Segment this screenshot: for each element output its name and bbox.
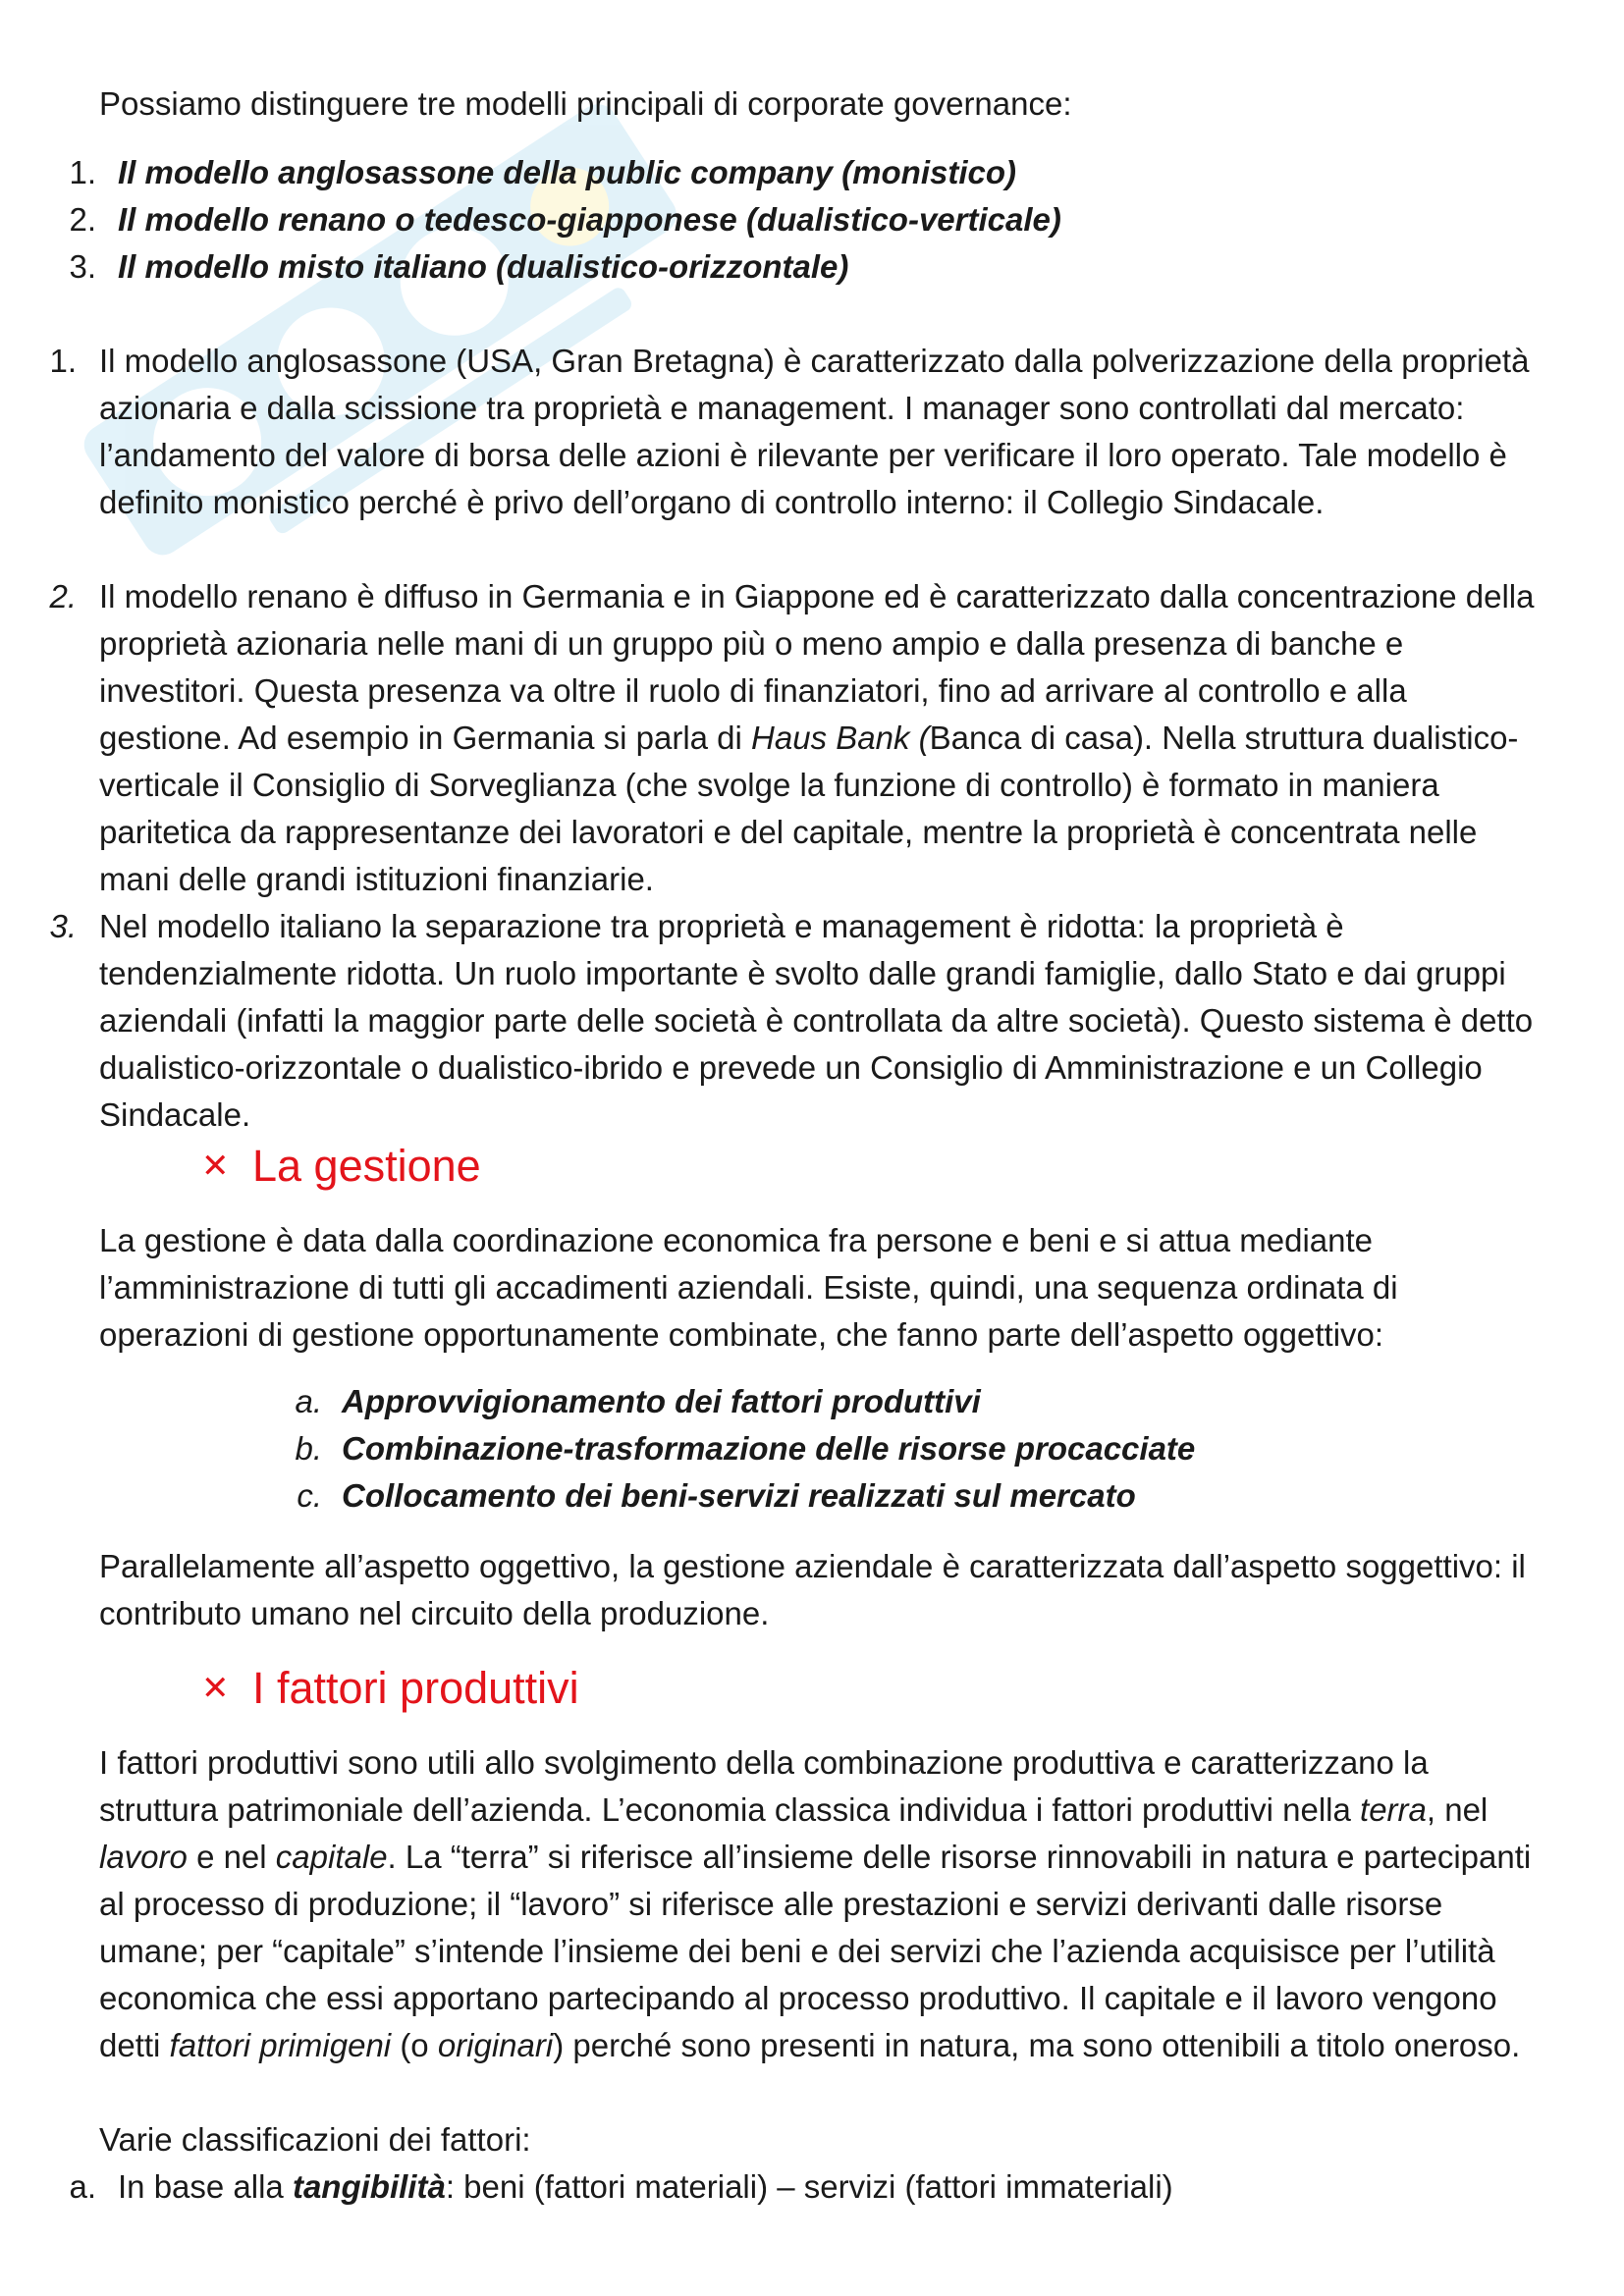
list-number: c. <box>297 1477 322 1514</box>
list-item-text: Combinazione-trasformazione delle risorse procacciate <box>342 1430 1196 1467</box>
heading-text: La gestione <box>252 1141 481 1191</box>
italic-term: terra <box>1360 1791 1427 1828</box>
list-item-text: Collocamento dei beni-servizi realizzati sul mercato <box>342 1477 1136 1514</box>
paragraph-text: : beni (fattori materiali) – servizi (fattori immateriali) <box>445 2168 1173 2205</box>
section-heading-fattori <box>201 1659 579 1718</box>
italic-term: capitale <box>275 1839 388 1875</box>
list-number: a. <box>295 1383 322 1419</box>
cross-bullet-icon: ✕ <box>201 1148 230 1185</box>
paragraph-text: (o <box>400 2027 429 2063</box>
description-anglosassone: Il modello anglosassone (USA, Gran Bretagna) è caratterizzato dalla polverizzazione della proprietà azionaria e dalla scissione tra proprietà e management. I manager sono controllati dal mercato: l’andamento del valore di borsa delle azioni è rilevante per verificare il loro operato. Tale modello è definito monistico perché è privo dell’organo di controllo interno: il Collegio Sindacale. <box>99 343 1530 520</box>
gestione-paragraph-2: Parallelamente all’aspetto oggettivo, la gestione aziendale è caratterizzata dall’aspetto soggettivo: il contributo umano nel circuito della produzione. <box>99 1548 1526 1631</box>
bold-term: tangibilità <box>292 2168 446 2205</box>
fattori-paragraph <box>99 1739 1543 2069</box>
paragraph-text: e nel <box>196 1839 267 1875</box>
description-text: Il modello renano è diffuso in Germania e in Giappone ed è caratterizzato dalla concentrazione della proprietà azionaria nelle mani di un gruppo più o meno ampio e dalla presenza di banche e investitori. Questa presenza va oltre il ruolo di finanziatori, fino ad arrivare al controllo e alla gestione. Ad esempio in Germania si parla di <box>99 578 1535 756</box>
paragraph-text: . La “terra” si riferisce all’insieme delle risorse rinnovabili in natura e partecipanti al processo di produzione; il “lavoro” si riferisce alle prestazioni e servizi derivanti dalle risorse umane; per “capitale” s’intende l’insieme dei beni e dei servizi che l’azienda acquisisce per l’utilità economica che essi apportano partecipando al processo produttivo. Il capitale e il lavoro vengono detti <box>99 1839 1532 2063</box>
italic-term: fattori primigeni <box>169 2027 392 2063</box>
list-item-text: Il modello misto italiano (dualistico-orizzontale) <box>118 248 849 285</box>
cross-bullet-icon: ✕ <box>201 1670 230 1707</box>
paragraph-text: In base alla <box>118 2168 284 2205</box>
description-italiano: Nel modello italiano la separazione tra proprietà e management è ridotta: la proprietà è tendenzialmente ridotta. Un ruolo importante è svolto dalle grandi famiglie, dallo Stato e dai gruppi aziendali (infatti la maggior parte delle società è controllata da altre società). Questo sistema è detto dualistico-orizzontale o dualistico-ibrido e prevede un Consiglio di Amministrazione e un Collegio Sindacale. <box>99 908 1534 1133</box>
list-item-text: Approvvigionamento dei fattori produttivi <box>342 1383 981 1419</box>
paragraph-text: I fattori produttivi sono utili allo svolgimento della combinazione produttiva e caratterizzano la struttura patrimoniale dell’azienda. L’economia classica individua i fattori produttivi nella <box>99 1744 1429 1828</box>
italic-term: lavoro <box>99 1839 188 1875</box>
list-number: a. <box>69 2168 96 2205</box>
list-number: 1. <box>69 154 96 190</box>
gestione-paragraph: La gestione è data dalla coordinazione economica fra persone e beni e si attua mediante l’amministrazione di tutti gli accadimenti aziendali. Esiste, quindi, una sequenza ordinata di operazioni di gestione opportunamente combinate, che fanno parte dell’aspetto oggettivo: <box>99 1222 1398 1353</box>
section-heading-gestione <box>201 1137 481 1196</box>
list-item-text: Il modello anglosassone della public company (monistico) <box>118 154 1016 190</box>
list-number: 1. <box>49 343 77 379</box>
description-renano <box>99 573 1543 903</box>
paragraph-text: ) perché sono presenti in natura, ma sono ottenibili a titolo oneroso. <box>553 2027 1521 2063</box>
list-number: b. <box>295 1430 322 1467</box>
classification-intro: Varie classificazioni dei fattori: <box>99 2121 531 2158</box>
list-item-text: Il modello renano o tedesco-giapponese (dualistico-verticale) <box>118 201 1061 238</box>
italic-term: originari <box>437 2027 554 2063</box>
list-number: 3. <box>69 248 96 285</box>
intro-paragraph: Possiamo distinguere tre modelli principali di corporate governance: <box>99 85 1072 122</box>
list-number: 2. <box>69 201 96 238</box>
heading-text: I fattori produttivi <box>252 1663 579 1713</box>
description-italic-term: Haus Bank ( <box>751 720 930 756</box>
paragraph-text: , nel <box>1426 1791 1489 1828</box>
list-number: 2. <box>49 578 77 614</box>
list-number: 3. <box>49 908 77 944</box>
description-text: Banca di casa). Nella struttura dualistico-verticale il Consiglio di Sorveglianza (che svolge la funzione di controllo) è formato in maniera paritetica da rappresentanze dei lavoratori e del capitale, mentre la proprietà è concentrata nelle mani delle grandi istituzioni finanziarie. <box>99 720 1519 897</box>
list-item-text <box>118 2163 1542 2211</box>
